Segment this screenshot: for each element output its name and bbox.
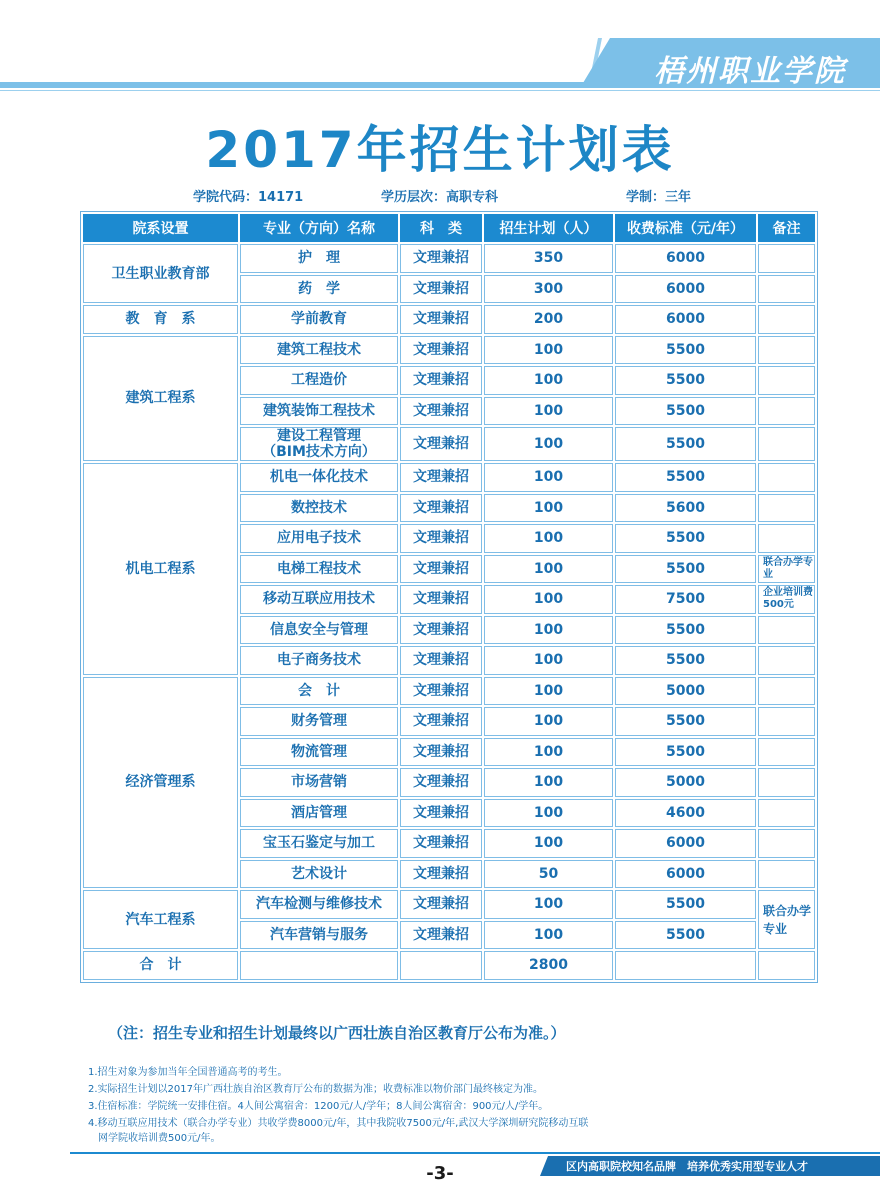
- note-cell: [758, 244, 815, 273]
- total-label: 合 计: [83, 951, 238, 980]
- major-cell: 物流管理: [240, 738, 398, 767]
- major-cell: 会 计: [240, 677, 398, 706]
- category-cell: 文理兼招: [400, 555, 482, 584]
- category-cell: 文理兼招: [400, 860, 482, 889]
- table-row: [83, 336, 815, 365]
- fee-cell: 6000: [615, 305, 756, 334]
- fee-cell: 5000: [615, 768, 756, 797]
- note-cell: [758, 707, 815, 736]
- plan-cell: 100: [484, 555, 613, 584]
- table-row: [83, 677, 815, 706]
- table-row: [83, 244, 815, 273]
- category-cell: 文理兼招: [400, 275, 482, 304]
- category-cell: 文理兼招: [400, 585, 482, 614]
- plan-cell: 100: [484, 585, 613, 614]
- major-cell: 宝玉石鉴定与加工: [240, 829, 398, 858]
- note-cell: 联合办学专业: [758, 890, 815, 949]
- note-cell: [758, 616, 815, 645]
- department-cell: 机电工程系: [83, 463, 238, 675]
- empty-cell: [758, 951, 815, 980]
- education-level: 学历层次：高职专科: [381, 190, 499, 205]
- note-cell: [758, 768, 815, 797]
- department-cell: 卫生职业教育部: [83, 244, 238, 303]
- footer-slogan: 区内高职院校知名品牌 培养优秀实用型专业人才: [566, 1160, 808, 1173]
- note-cell: [758, 305, 815, 334]
- note-cell: [758, 397, 815, 426]
- note-cell: [758, 860, 815, 889]
- note-cell: 企业培训费500元: [758, 585, 815, 614]
- header-department: 院系设置: [83, 214, 238, 242]
- fee-cell: 5500: [615, 366, 756, 395]
- major-cell: 移动互联应用技术: [240, 585, 398, 614]
- note-cell: 联合办学专业: [758, 555, 815, 584]
- fee-cell: 6000: [615, 244, 756, 273]
- footnote: 4.移动互联应用技术（联合办学专业）共收学费8000元/年，其中我院收7500元/年,武汉大学深圳研究院移动互联: [88, 1118, 589, 1129]
- category-cell: 文理兼招: [400, 463, 482, 492]
- fee-cell: 4600: [615, 799, 756, 828]
- total-row: [83, 951, 815, 980]
- category-cell: 文理兼招: [400, 305, 482, 334]
- department-cell: 教 育 系: [83, 305, 238, 334]
- fee-cell: 5500: [615, 707, 756, 736]
- plan-cell: 100: [484, 463, 613, 492]
- category-cell: 文理兼招: [400, 366, 482, 395]
- plan-cell: 100: [484, 336, 613, 365]
- page-number: -3-: [426, 1163, 454, 1184]
- major-cell: 机电一体化技术: [240, 463, 398, 492]
- plan-cell: 350: [484, 244, 613, 273]
- fee-cell: 5500: [615, 890, 756, 919]
- header-major: 专业（方向）名称: [240, 214, 398, 242]
- fee-cell: 5500: [615, 616, 756, 645]
- category-cell: 文理兼招: [400, 768, 482, 797]
- plan-cell: 100: [484, 524, 613, 553]
- plan-cell: 50: [484, 860, 613, 889]
- category-cell: 文理兼招: [400, 524, 482, 553]
- major-cell: 护 理: [240, 244, 398, 273]
- major-cell: 信息安全与管理: [240, 616, 398, 645]
- plan-cell: 100: [484, 397, 613, 426]
- fee-cell: 5500: [615, 646, 756, 675]
- empty-cell: [240, 951, 398, 980]
- note-cell: [758, 494, 815, 523]
- school-code: 学院代码：14171: [193, 190, 304, 205]
- footnote: 网学院收培训费500元/年。: [88, 1133, 221, 1144]
- header-plan: 招生计划（人）: [484, 214, 613, 242]
- category-cell: 文理兼招: [400, 427, 482, 461]
- footnote: 3.住宿标准：学院统一安排住宿。4人间公寓宿舍：1200元/人/学年；8人间公寓宿舍：900元/人/学年。: [88, 1101, 549, 1112]
- plan-cell: 100: [484, 799, 613, 828]
- fee-cell: 5500: [615, 397, 756, 426]
- total-plan: 2800: [484, 951, 613, 980]
- note-cell: [758, 829, 815, 858]
- header-category: 科 类: [400, 214, 482, 242]
- major-cell: 应用电子技术: [240, 524, 398, 553]
- table-row: [83, 305, 815, 334]
- empty-cell: [400, 951, 482, 980]
- fee-cell: 7500: [615, 585, 756, 614]
- major-cell: 汽车检测与维修技术: [240, 890, 398, 919]
- category-cell: 文理兼招: [400, 738, 482, 767]
- fee-cell: 5000: [615, 677, 756, 706]
- major-cell: 建筑装饰工程技术: [240, 397, 398, 426]
- plan-cell: 100: [484, 738, 613, 767]
- major-cell: 数控技术: [240, 494, 398, 523]
- category-cell: 文理兼招: [400, 921, 482, 950]
- plan-cell: 100: [484, 427, 613, 461]
- enrollment-plan-table: [80, 211, 818, 983]
- footer-line: [70, 1152, 880, 1154]
- major-name: 建设工程管理: [277, 428, 361, 444]
- header-note: 备注: [758, 214, 815, 242]
- fee-cell: 6000: [615, 275, 756, 304]
- note-cell: [758, 738, 815, 767]
- major-cell: 市场营销: [240, 768, 398, 797]
- major-cell: [240, 427, 398, 461]
- fee-cell: 5500: [615, 524, 756, 553]
- fee-cell: 5500: [615, 738, 756, 767]
- page-title: 2017年招生计划表: [205, 121, 675, 179]
- category-cell: 文理兼招: [400, 890, 482, 919]
- category-cell: 文理兼招: [400, 677, 482, 706]
- plan-cell: 300: [484, 275, 613, 304]
- note-cell: [758, 427, 815, 461]
- note-cell: [758, 275, 815, 304]
- note-cell: [758, 336, 815, 365]
- department-cell: 汽车工程系: [83, 890, 238, 949]
- plan-cell: 100: [484, 921, 613, 950]
- category-cell: 文理兼招: [400, 336, 482, 365]
- fee-cell: 5500: [615, 463, 756, 492]
- major-cell: 药 学: [240, 275, 398, 304]
- category-cell: 文理兼招: [400, 829, 482, 858]
- table-row: [83, 463, 815, 492]
- note-cell: [758, 799, 815, 828]
- fee-cell: 6000: [615, 829, 756, 858]
- empty-cell: [615, 951, 756, 980]
- plan-cell: 100: [484, 890, 613, 919]
- header-fee: 收费标准（元/年）: [615, 214, 756, 242]
- note-cell: [758, 463, 815, 492]
- major-direction: （BIM技术方向）: [262, 444, 376, 460]
- fee-cell: 5500: [615, 336, 756, 365]
- category-cell: 文理兼招: [400, 244, 482, 273]
- brand-logo-text: 梧州职业学院: [654, 54, 846, 89]
- department-cell: 建筑工程系: [83, 336, 238, 462]
- note-cell: [758, 366, 815, 395]
- note-cell: [758, 646, 815, 675]
- note-cell: [758, 677, 815, 706]
- plan-cell: 100: [484, 616, 613, 645]
- category-cell: 文理兼招: [400, 494, 482, 523]
- major-cell: 汽车营销与服务: [240, 921, 398, 950]
- fee-cell: 5500: [615, 427, 756, 461]
- plan-cell: 100: [484, 829, 613, 858]
- plan-cell: 100: [484, 646, 613, 675]
- category-cell: 文理兼招: [400, 646, 482, 675]
- table-header-row: [83, 214, 815, 242]
- note-cell: [758, 524, 815, 553]
- fee-cell: 5500: [615, 555, 756, 584]
- major-cell: 电梯工程技术: [240, 555, 398, 584]
- major-cell: 学前教育: [240, 305, 398, 334]
- plan-cell: 100: [484, 366, 613, 395]
- header-stripe: [0, 90, 880, 91]
- table-row: [83, 890, 815, 919]
- category-cell: 文理兼招: [400, 616, 482, 645]
- plan-cell: 100: [484, 494, 613, 523]
- department-cell: 经济管理系: [83, 677, 238, 889]
- category-cell: 文理兼招: [400, 397, 482, 426]
- fee-cell: 5500: [615, 921, 756, 950]
- table-remark: （注：招生专业和招生计划最终以广西壮族自治区教育厅公布为准。）: [108, 1024, 566, 1042]
- major-cell: 电子商务技术: [240, 646, 398, 675]
- major-cell: 艺术设计: [240, 860, 398, 889]
- footnote: 2.实际招生计划以2017年广西壮族自治区教育厅公布的数据为准；收费标准以物价部门最终核定为准。: [88, 1084, 543, 1095]
- major-cell: 建筑工程技术: [240, 336, 398, 365]
- plan-cell: 100: [484, 677, 613, 706]
- study-duration: 学制：三年: [626, 190, 692, 205]
- category-cell: 文理兼招: [400, 799, 482, 828]
- plan-cell: 200: [484, 305, 613, 334]
- category-cell: 文理兼招: [400, 707, 482, 736]
- fee-cell: 6000: [615, 860, 756, 889]
- major-cell: 酒店管理: [240, 799, 398, 828]
- fee-cell: 5600: [615, 494, 756, 523]
- major-cell: 财务管理: [240, 707, 398, 736]
- footnote: 1.招生对象为参加当年全国普通高考的考生。: [88, 1067, 288, 1078]
- plan-cell: 100: [484, 707, 613, 736]
- plan-cell: 100: [484, 768, 613, 797]
- major-cell: 工程造价: [240, 366, 398, 395]
